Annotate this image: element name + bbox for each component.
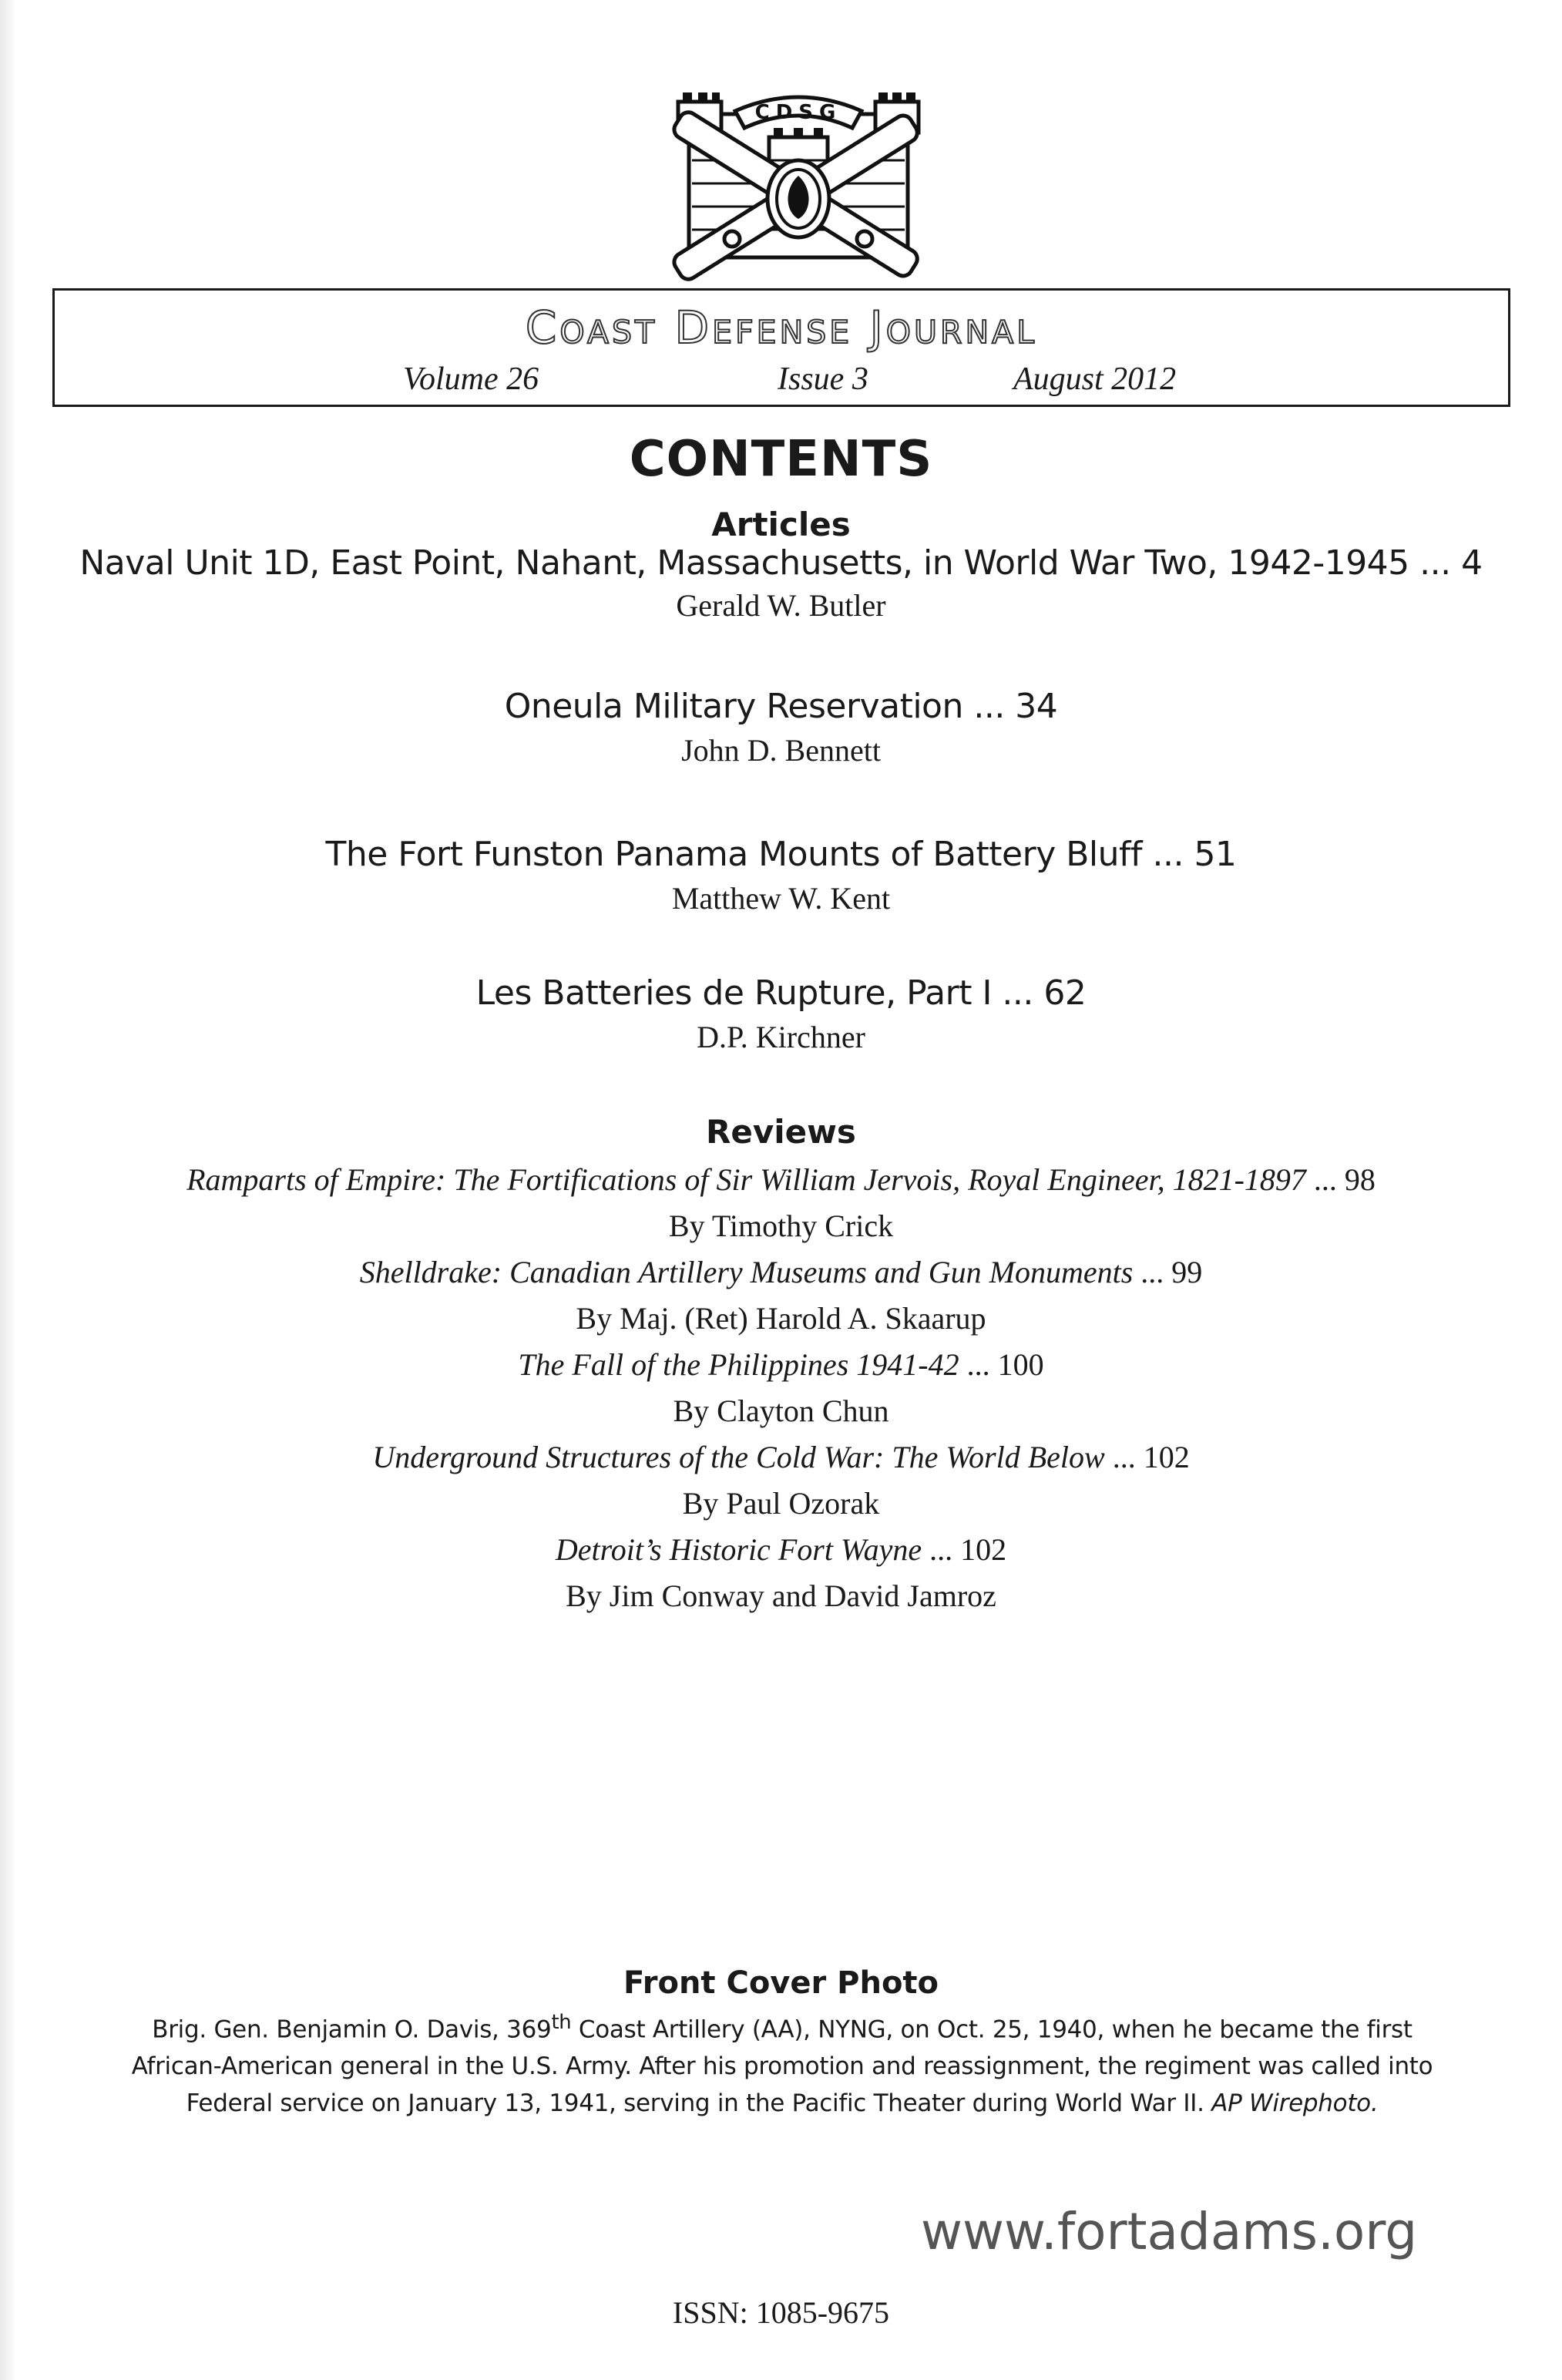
articles-heading: Articles bbox=[711, 506, 851, 543]
article-title: Les Batteries de Rupture, Part I ... 62 bbox=[475, 973, 1087, 1013]
review-author: By Timothy Crick bbox=[668, 1208, 894, 1243]
review-title: Underground Structures of the Cold War: The World Below ... 102 bbox=[372, 1440, 1190, 1474]
masthead-box bbox=[52, 288, 1510, 407]
article-author: John D. Bennett bbox=[681, 733, 881, 768]
article-author: Matthew W. Kent bbox=[671, 881, 891, 916]
review-page: ... 99 bbox=[1133, 1255, 1203, 1289]
cover-photo-heading: Front Cover Photo bbox=[623, 1965, 939, 2001]
review-author: By Jim Conway and David Jamroz bbox=[566, 1578, 996, 1613]
date-label: August 2012 bbox=[1013, 361, 1177, 397]
review-title: The Fall of the Philippines 1941-42 ... 100 bbox=[518, 1347, 1044, 1382]
emblem-text: CDSG bbox=[754, 101, 842, 124]
review-page: ... 98 bbox=[1305, 1162, 1376, 1197]
review-page: ... 102 bbox=[922, 1532, 1007, 1567]
website-watermark: www.fortadams.org bbox=[921, 2202, 1418, 2261]
review-title: Detroit’s Historic Fort Wayne ... 102 bbox=[555, 1532, 1007, 1567]
journal-title: Coast Defense Journal bbox=[525, 301, 1038, 354]
issue-label: Issue 3 bbox=[778, 361, 868, 397]
review-author: By Paul Ozorak bbox=[682, 1486, 880, 1521]
review-title: Ramparts of Empire: The Fortifications of Sir William Jervois, Royal Engineer, 1821-1897 ... 98 bbox=[186, 1162, 1376, 1197]
review-title: Shelldrake: Canadian Artillery Museums and Gun Monuments ... 99 bbox=[359, 1255, 1203, 1289]
cdsg-emblem-icon bbox=[661, 83, 936, 293]
review-author: By Maj. (Ret) Harold A. Skaarup bbox=[576, 1301, 986, 1336]
review-author: By Clayton Chun bbox=[673, 1393, 889, 1428]
contents-title: CONTENTS bbox=[629, 431, 933, 488]
article-title: Naval Unit 1D, East Point, Nahant, Massachusetts, in World War Two, 1942-1945 ... 4 bbox=[79, 543, 1483, 583]
article-author: Gerald W. Butler bbox=[676, 588, 886, 623]
article-author: D.P. Kirchner bbox=[697, 1020, 865, 1054]
review-page: ... 102 bbox=[1104, 1440, 1190, 1474]
photo-credit: AP Wirephoto. bbox=[1211, 2089, 1379, 2118]
article-title: The Fort Funston Panama Mounts of Battery Bluff ... 51 bbox=[325, 835, 1237, 874]
issn-number: ISSN: 1085-9675 bbox=[672, 2295, 890, 2330]
article-title: Oneula Military Reservation ... 34 bbox=[504, 687, 1058, 726]
volume-label: Volume 26 bbox=[403, 361, 539, 397]
review-page: ... 100 bbox=[959, 1347, 1044, 1382]
cover-photo-caption: Brig. Gen. Benjamin O. Davis, 369th Coast Artillery (AA), NYNG, on Oct. 25, 1940, when he became the first African-American general in the U.S. Army. After his promotion and reassignment, the regiment was called into Federal service on January 13, 1941, serving in the Pacific Theater during World War II. AP Wirephoto. bbox=[131, 2011, 1433, 2118]
reviews-heading: Reviews bbox=[706, 1113, 856, 1151]
